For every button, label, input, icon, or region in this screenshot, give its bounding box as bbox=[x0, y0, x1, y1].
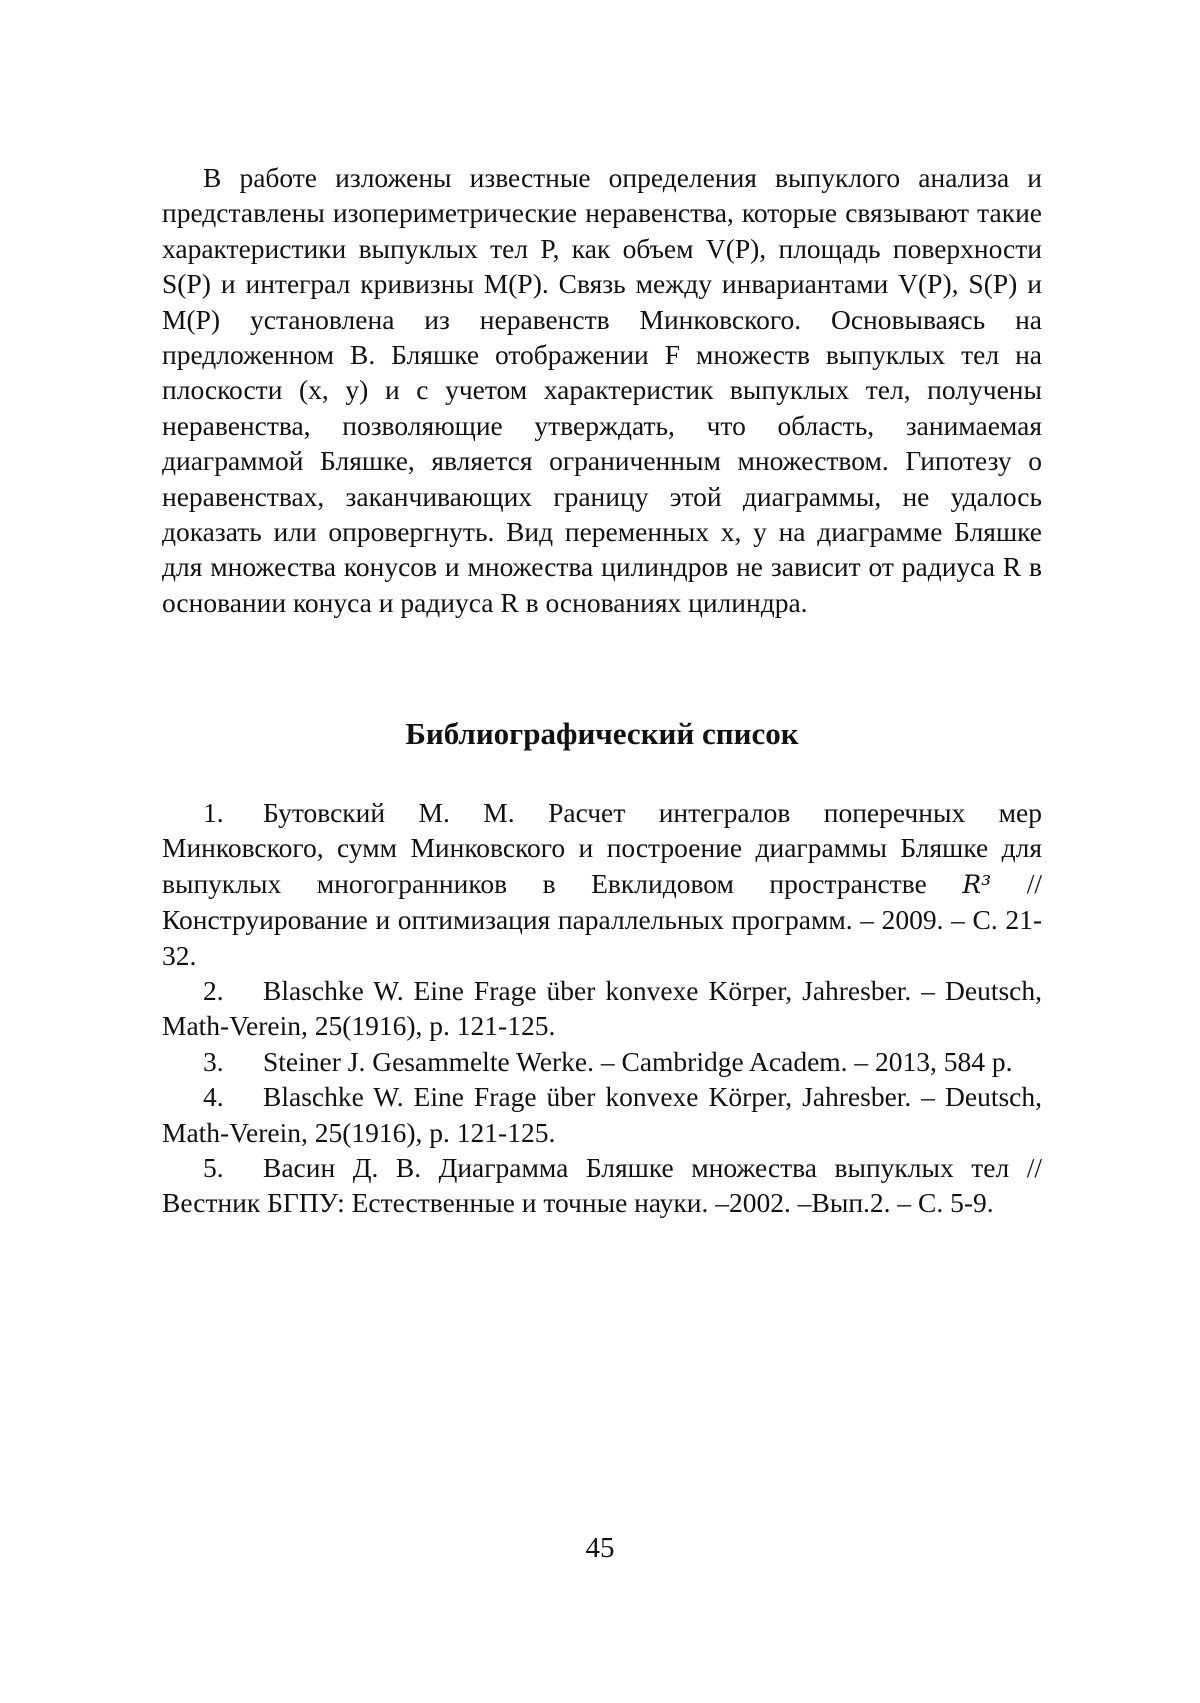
bibliography-heading: Библиографический список bbox=[405, 716, 799, 751]
bibliography-item-number: 4. bbox=[203, 1081, 224, 1113]
bibliography-item-2 bbox=[162, 973, 1042, 1044]
math-expression: R³ bbox=[962, 869, 992, 899]
abstract-section bbox=[162, 160, 1042, 620]
bibliography-item-number: 3. bbox=[203, 1045, 224, 1077]
bibliography-item-number: 5. bbox=[203, 1152, 224, 1184]
bibliography-item-number: 2. bbox=[203, 975, 224, 1007]
page-number: 45 bbox=[585, 1532, 615, 1564]
bibliography-item-text: Steiner J. Gesammelte Werke. – Cambridge Academ. – 2013, 584 p. bbox=[263, 1045, 1013, 1077]
bibliography-item-number: 1. bbox=[203, 797, 224, 828]
bibliography-item-text-cont: // Конструирование и оптимизация параллельных программ. – 2009. – С. 21-32. bbox=[162, 867, 1042, 971]
bibliography-item-5 bbox=[162, 1150, 1042, 1221]
abstract-paragraph: В работе изложены известные определения выпуклого анализа и представлены изопериметрические неравенства, которые связывают такие характеристики выпуклых тел P, как объем V(P), площадь поверхности S(P) и интеграл кривизны M(P). Связь между инвариантами V(P), S(P) и M(P) установлена из неравенств Минковского. Основываясь на предложенном В. Бляшке отображении F множеств выпуклых тел на плоскости (x, y) и с учетом характеристик выпуклых тел, получены неравенства, позволяющие утверждать, что область, занимаемая диаграммой Бляшке, является ограниченным множеством. Гипотезу о неравенствах, заканчивающих границу этой диаграммы, не удалось доказать или опровергнуть. Вид переменных x, y на диаграмме Бляшке для множества конусов и множества цилиндров не зависит от радиуса R в основании конуса и радиуса R в основаниях цилиндра. bbox=[162, 162, 1042, 618]
bibliography-item-4 bbox=[162, 1079, 1042, 1150]
bibliography-list bbox=[162, 795, 1042, 1221]
bibliography-item-text: Blaschke W. Eine Frage über konvexe Körper, Jahresber. – Deutsch, Math-Verein, 25(1916), p. 121-125. bbox=[162, 975, 1042, 1042]
bibliography-item-text: Васин Д. В. Диаграмма Бляшке множества выпуклых тел // Вестник БГПУ: Естественные и точные науки. –2002. –Вып.2. – С. 5-9. bbox=[162, 1152, 1042, 1219]
bibliography-item-text: Бутовский М. М. Расчет интегралов поперечных мер Минковского, сумм Минковского и построение диаграммы Бляшке для выпуклых многогранников в Евклидовом пространстве bbox=[162, 797, 1042, 899]
bibliography-item-text: Blaschke W. Eine Frage über konvexe Körper, Jahresber. – Deutsch, Math-Verein, 25(1916), p. 121-125. bbox=[162, 1081, 1042, 1148]
bibliography-item-1 bbox=[162, 795, 1042, 973]
bibliography-item-3 bbox=[162, 1044, 1042, 1079]
